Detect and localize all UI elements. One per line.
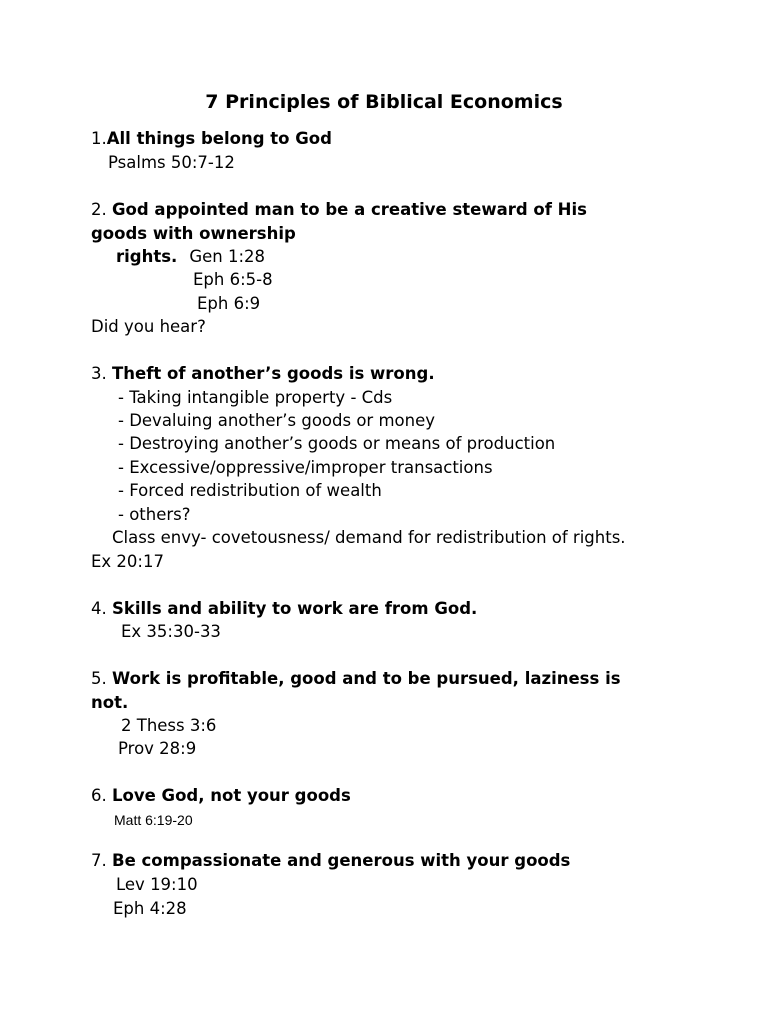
- principle-text: Theft of another’s goods is wrong.: [112, 364, 435, 383]
- principle-number: 1.: [91, 129, 107, 148]
- principle-5-heading-cont: not.: [91, 693, 129, 712]
- principle-7-ref: Lev 19:10: [116, 875, 198, 894]
- principle-number: 5.: [91, 669, 112, 688]
- principle-text: Be compassionate and generous with your goods: [112, 851, 571, 870]
- principle-7-ref: Eph 4:28: [113, 899, 187, 918]
- principle-6-heading: [91, 786, 351, 806]
- principle-4-ref: Ex 35:30-33: [121, 622, 221, 641]
- principle-text: All things belong to God: [106, 129, 332, 148]
- principle-2-ref-3: Eph 6:9: [197, 294, 261, 313]
- principle-5-ref: 2 Thess 3:6: [121, 716, 217, 735]
- principle-7-heading: [91, 851, 570, 871]
- principle-3-item: - Devaluing another’s goods or money: [118, 411, 435, 430]
- principle-3-heading: [91, 364, 435, 384]
- principle-3-note: Class envy- covetousness/ demand for redistribution of rights.: [112, 528, 626, 547]
- principle-3-item: - Forced redistribution of wealth: [118, 481, 382, 500]
- principle-2-ref-2: Eph 6:5-8: [193, 270, 273, 289]
- principle-2-heading: [91, 200, 587, 220]
- principle-number: 2.: [91, 200, 112, 219]
- principle-text: Love God, not your goods: [112, 786, 351, 805]
- principle-text: God appointed man to be a creative steward of His: [112, 200, 587, 219]
- principle-6-ref: Matt 6:19-20: [114, 812, 193, 828]
- principle-2-ref-1: Gen 1:28: [189, 247, 266, 266]
- principle-text: rights.: [116, 247, 178, 266]
- principle-text: Work is profitable, good and to be pursued, laziness is: [112, 669, 621, 688]
- principle-5-heading: [91, 669, 621, 689]
- principle-3-ref: Ex 20:17: [91, 552, 164, 571]
- principle-3-item: - Destroying another’s goods or means of production: [118, 434, 556, 453]
- principle-3-item: - Excessive/oppressive/improper transactions: [118, 458, 493, 477]
- principle-number: 6.: [91, 786, 112, 805]
- principle-4-heading: [91, 599, 477, 619]
- principle-number: 7.: [91, 851, 112, 870]
- principle-2-heading-cont: goods with ownership: [91, 224, 296, 243]
- principle-number: 4.: [91, 599, 112, 618]
- principle-3-item: - Taking intangible property - Cds: [118, 388, 393, 407]
- principle-5-ref: Prov 28:9: [118, 739, 197, 758]
- principle-number: 3.: [91, 364, 112, 383]
- principle-3-item: - others?: [118, 505, 191, 524]
- principle-text: Skills and ability to work are from God.: [112, 599, 478, 618]
- principle-2-heading-end: [116, 247, 265, 267]
- page-title: 7 Principles of Biblical Economics: [205, 91, 563, 113]
- principle-1-ref: Psalms 50:7-12: [108, 153, 235, 172]
- principle-1-heading: [91, 129, 332, 149]
- principle-2-note: Did you hear?: [91, 317, 206, 336]
